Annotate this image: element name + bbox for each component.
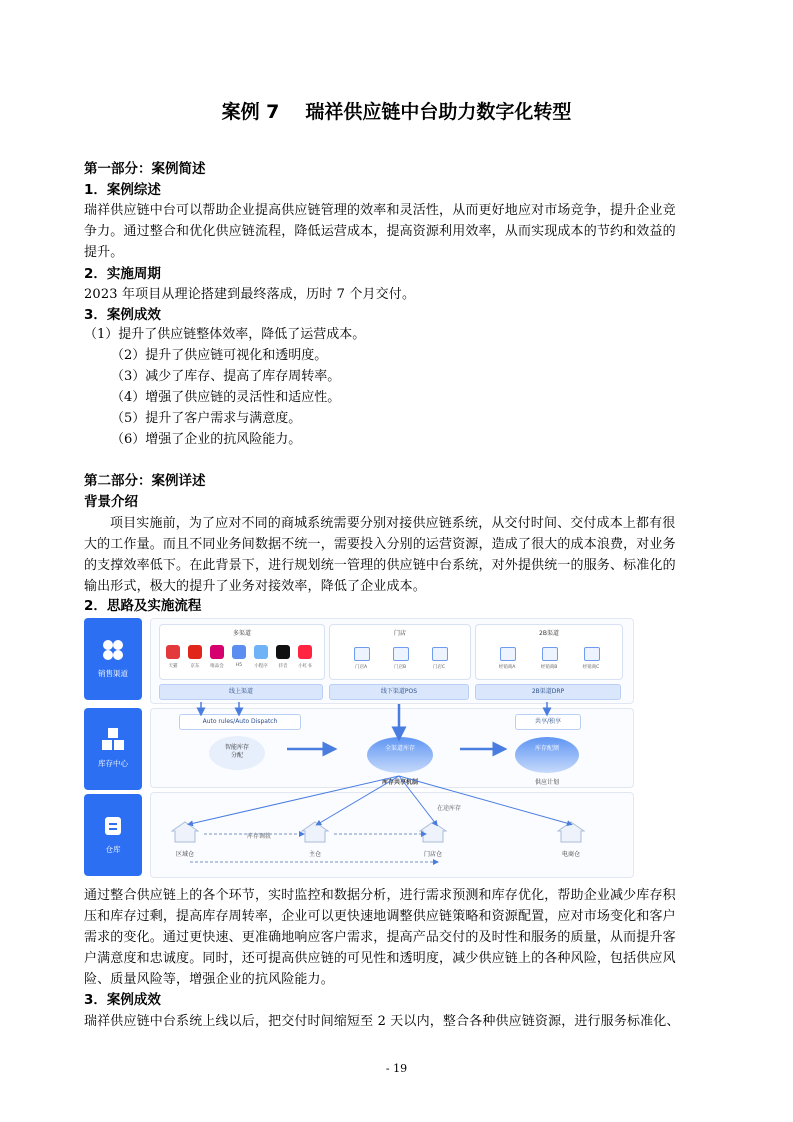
app-label-4: H5 [235, 663, 243, 668]
page-number: - 19 [385, 1062, 408, 1075]
dealer-b-label: 经销商B [540, 665, 558, 670]
result-item-3: （3）减少了库存、提高了库存周转率。 [111, 369, 341, 384]
diagram-arrows [84, 616, 632, 878]
smart-allocation-line-2: 分配 [230, 752, 243, 759]
dealer-c-label: 经销商C [582, 665, 600, 670]
app-label-5: 小程序 [254, 664, 268, 669]
part2-heading: 第二部分：案例详述 [84, 473, 206, 489]
b2b-channel-bar: 2B渠道DRP [475, 684, 621, 700]
overview-line-3: 提升。 [84, 245, 124, 260]
approach-line-1: 通过整合供应链上的各个环节，实时监控和数据分析，进行需求预测和库存优化，帮助企业减少库存积 [84, 888, 676, 903]
result-item-2: （2）提升了供应链可视化和透明度。 [111, 348, 328, 363]
ecommerce-warehouse-label: 电商仓 [561, 851, 580, 858]
store-warehouse-label: 门店仓 [423, 851, 442, 858]
in-transit-label: 在途库存 [437, 805, 462, 812]
app-label-1: 天猫 [168, 664, 178, 669]
offline-channel-bar: 线下渠道POS [329, 684, 469, 700]
store-a-label: 门店A [354, 665, 368, 670]
multi-channel-title: 多渠道 [232, 630, 251, 637]
background-line-4: 输出形式，极大的提升了业务对接效率，降低了企业成本。 [84, 579, 426, 594]
auto-rules-box: Auto rules/Auto Dispatch [179, 714, 301, 730]
result-item-1: （1）提升了供应链整体效率，降低了运营成本。 [84, 327, 366, 342]
store-c-label: 门店C [432, 665, 446, 670]
period-text: 2023 年项目从理论搭建到最终落成，历时 7 个月交付。 [84, 287, 416, 302]
approach-line-3: 需求的变化。通过更快速、更准确地响应客户需求，提高产品交付的及时性和服务的质量，从而提升客 [84, 930, 676, 945]
approach-line-2: 压和库存过剩，提高库存周转率，企业可以更快速地调整供应链策略和资源配置，应对市场变化和客户 [84, 909, 676, 924]
supply-plan-label: 供应计划 [534, 779, 559, 786]
store-group-title: 门店 [393, 630, 406, 637]
app-label-2: 京东 [190, 664, 200, 669]
result-item-4: （4）增强了供应链的灵活性和适应性。 [111, 390, 341, 405]
share-exclusive-box: 共享/独享 [515, 714, 581, 730]
transfer-label: 库存调拨 [247, 833, 272, 840]
background-heading: 背景介绍 [84, 494, 138, 510]
store-b-label: 门店B [393, 665, 407, 670]
supply-chain-diagram [84, 616, 632, 878]
approach-line-5: 险、质量风险等，增强企业的抗风险能力。 [84, 972, 334, 987]
background-line-1: 项目实施前，为了应对不同的商城系统需要分别对接供应链系统，从交付时间、交付成本上都有很 [110, 516, 676, 531]
part1-heading: 第一部分：案例简述 [84, 161, 206, 177]
results-heading: 3．案例成效 [84, 307, 161, 323]
main-warehouse-label: 主仓 [308, 851, 321, 858]
period-heading: 2．实施周期 [84, 266, 161, 282]
all-channel-inventory-label: 全渠道库存 [384, 745, 415, 752]
inventory-quota-label: 库存配额 [534, 745, 559, 752]
case-results-heading: 3．案例成效 [84, 992, 161, 1008]
b2b-channel-title: 2B渠道 [539, 630, 559, 637]
background-line-2: 大的工作量。而且不同业务间数据不统一，需要投入分别的运营资源，造成了很大的成本浪费，对业务 [84, 537, 676, 552]
app-label-6: 抖音 [278, 664, 288, 669]
approach-heading: 2．思路及实施流程 [84, 598, 202, 614]
overview-line-1: 瑞祥供应链中台可以帮助企业提高供应链管理的效率和灵活性，从而更好地应对市场竞争，提升企业竞 [84, 203, 676, 218]
overview-heading: 1．案例综述 [84, 182, 161, 198]
smart-allocation-line-1: 智能库存 [224, 744, 249, 751]
warehouse-label: 仓库 [105, 845, 121, 854]
result-item-6: （6）增强了企业的抗风险能力。 [111, 432, 302, 447]
case-results-line-1: 瑞祥供应链中台系统上线以后，把交付时间缩短至 2 天以内，整合各种供应链资源，进行服务标准化、 [84, 1014, 680, 1029]
background-line-3: 的支撑效率低下。在此背景下，进行规划统一管理的供应链中台系统，对外提供统一的服务、标准化的 [84, 558, 676, 573]
approach-line-4: 户满意度和忠诚度。同时，还可提高供应链的可见性和透明度，减少供应链上的各种风险，包括供应风 [84, 951, 676, 966]
dealer-a-label: 经销商A [498, 665, 516, 670]
app-label-3: 唯品会 [210, 664, 224, 669]
result-item-5: （5）提升了客户需求与满意度。 [111, 411, 302, 426]
sales-channel-label: 销售渠道 [98, 669, 128, 678]
case-name: 瑞祥供应链中台助力数字化转型 [305, 101, 572, 123]
inventory-share-label: 库存共享机制 [381, 779, 418, 786]
regional-warehouse-label: 区域仓 [175, 851, 194, 858]
online-channel-bar: 线上渠道 [159, 684, 323, 700]
case-number: 案例 7 [221, 101, 280, 123]
inventory-center-label: 库存中心 [98, 759, 128, 768]
overview-line-2: 争力。通过整合和优化供应链流程，降低运营成本，提高资源利用效率，从而实现成本的节约和效益的 [84, 224, 676, 239]
app-label-7: 小红书 [298, 664, 312, 669]
case-title [0, 97, 793, 124]
